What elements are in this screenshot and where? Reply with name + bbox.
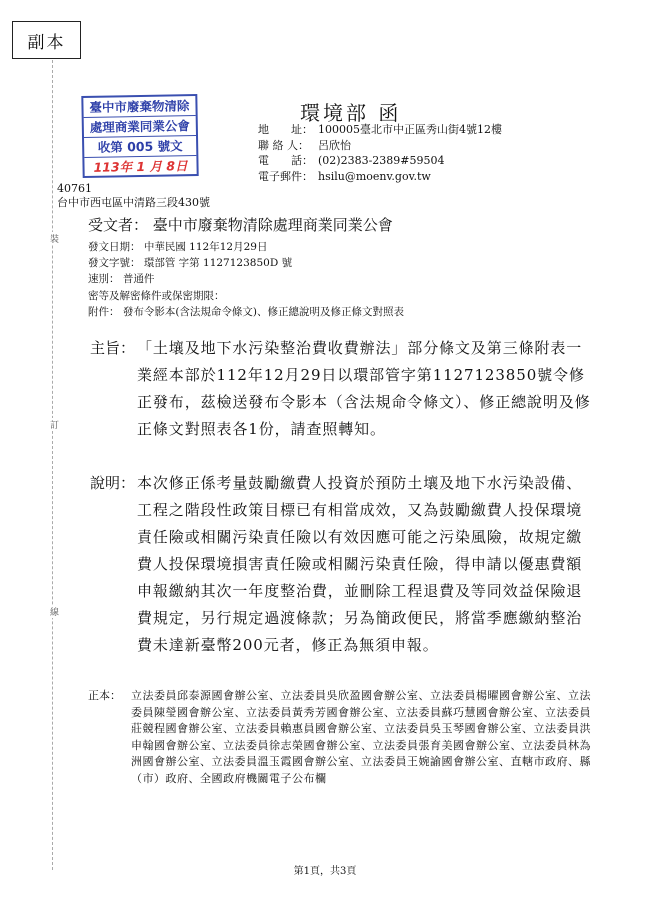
recipients-text: 立法委員邱泰源國會辦公室、立法委員吳欣盈國會辦公室、立法委員楊曜國會辦公室、立法委員陳瑩國會辦公室、立法委員黃秀芳國會辦公室、立法委員蘇巧慧國會辦公室、立法委員莊競程國會辦公室、立法委員賴惠員國會辦公室、立法委員吳玉琴國會辦公室、立法委員洪申翰國會辦公室、立法委員徐志榮國會辦公室、立法委員張育美國會辦公室、立法委員林為洲國會辦公室、立法委員溫玉霞國會辦公室、立法委員王婉諭國會辦公室、直轄市政府、縣（市）政府、全國政府機關電子公布欄 (131, 689, 591, 785)
address-label: 地 址： (258, 123, 313, 136)
stamp-line-2: 處理商業同業公會 (84, 116, 196, 138)
binding-line (52, 60, 53, 870)
subject-section (90, 335, 595, 443)
subject-label: 主旨： (90, 339, 136, 357)
receiver-line: 受文者： 臺中市廢棄物清除處理商業同業公會 (88, 216, 393, 234)
stamp-line-1: 臺中市廢棄物清除 (83, 96, 195, 118)
issue-date: 發文日期： 中華民國 112年12月29日 (88, 241, 268, 253)
email-line (258, 169, 502, 185)
postal-code: 40761 (57, 182, 92, 195)
copy-label: 副本 (12, 21, 81, 59)
recipients-section (88, 688, 593, 787)
address-line (258, 122, 502, 138)
attachments: 附件： 發布令影本(含法規命令條文)、修正總說明及修正條文對照表 (88, 306, 405, 318)
explanation-text: 本次修正係考量鼓勵繳費人投資於預防土壤及地下水污染設備、工程之階段性政策目標已有相當成效，又為鼓勵繳費人投保環境責任險或相關污染責任險以有效因應可能之污染風險，故規定繳費人投保環境損害責任險或相關污染責任險，得申請以優惠費額申報繳納其次一年度整治費，並刪除工程退費及等同效益保險退費規定，另行規定過渡條款；另為簡政便民，將當季應繳納整治費未達新臺幣200元者，修正為無須申報。 (137, 474, 583, 654)
delivery-speed: 速別： 普通件 (88, 273, 155, 285)
sender-contact-block (258, 122, 502, 184)
address-value: 100005臺北市中正區秀山街4號12樓 (318, 123, 502, 136)
recipients-label: 正本： (88, 689, 121, 702)
street-address: 台中市西屯區中清路三段430號 (57, 196, 210, 209)
phone-label: 電 話： (258, 154, 313, 167)
contact-label: 聯 絡 人： (258, 138, 309, 152)
email-label: 電子郵件： (258, 169, 313, 183)
contact-value: 呂欣怡 (318, 138, 351, 152)
phone-value: (02)2383-2389#59504 (318, 154, 445, 167)
page-number: 第1頁，共3頁 (293, 866, 357, 877)
explanation-section (90, 470, 595, 659)
recipient-address (57, 182, 210, 210)
binding-mark-top: 裝 (50, 232, 59, 245)
email-value: hsilu@moenv.gov.tw (318, 169, 431, 183)
phone-line (258, 153, 502, 169)
explanation-label: 說明： (90, 474, 136, 492)
secrecy-level: 密等及解密條件或保密期限： (88, 290, 225, 302)
subject-text: 「土壤及地下水污染整治費收費辦法」部分條文及第三條附表一業經本部於112年12月29日以環部管字第1127123850號令修正發布，茲檢送發布令影本（含法規命令條文）、修正總說明及修正條文對照表各1份，請查照轉知。 (137, 339, 591, 438)
contact-person-line (258, 138, 502, 154)
stamp-date: 113年 1 月 8日 (93, 158, 188, 175)
receipt-stamp (81, 94, 198, 178)
binding-mark-middle: 訂 (50, 418, 59, 431)
stamp-line-3: 收第 005 號文 (84, 136, 196, 158)
document-number: 發文字號： 環部管 字第 1127123850D 號 (88, 257, 293, 269)
binding-mark-bottom: 線 (50, 605, 59, 618)
issuing-agency-title: 環境部 函 (300, 101, 402, 125)
